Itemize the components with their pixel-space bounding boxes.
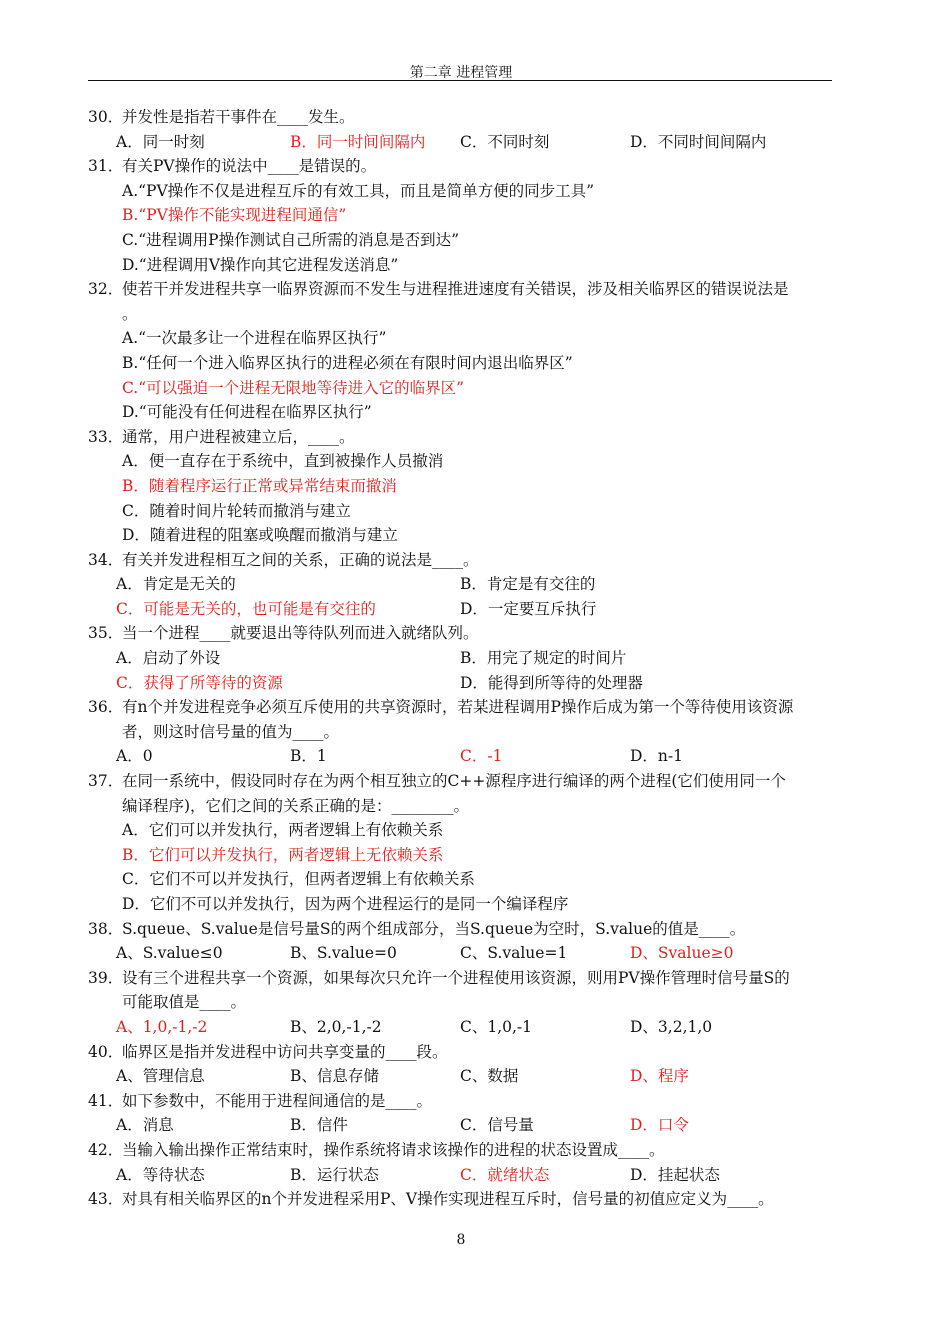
question-number: 33． <box>88 427 124 446</box>
question-item <box>88 769 838 917</box>
options-row <box>88 1163 838 1188</box>
question-stem <box>88 1138 838 1163</box>
question-text: 通常，用户进程被建立后，____。 <box>122 427 355 446</box>
question-stem <box>88 548 838 573</box>
correct-option: B．同一时间间隔内 <box>290 132 426 151</box>
option: A．便一直存在于系统中，直到被操作人员撤消 <box>122 452 444 471</box>
option: A．启动了外设 <box>116 649 221 668</box>
question-number: 38． <box>88 919 124 938</box>
question-stem-continuation <box>88 794 838 819</box>
correct-option: C.“可以强迫一个进程无限地等待进入它的临界区” <box>122 378 465 397</box>
option: B．用完了规定的时间片 <box>460 649 627 668</box>
option: C．它们不可以并发执行，但两者逻辑上有依赖关系 <box>122 870 475 889</box>
options-row <box>88 941 838 966</box>
question-text: 。 <box>122 304 138 323</box>
option: C、数据 <box>460 1067 519 1086</box>
question-number: 39． <box>88 968 124 987</box>
correct-option: C．获得了所等待的资源 <box>116 673 283 692</box>
option: A、S.value≤0 <box>116 944 223 963</box>
question-list <box>88 105 838 1212</box>
correct-option: A、1,0,-1,-2 <box>116 1017 208 1036</box>
option: A．0 <box>116 747 153 766</box>
options-row <box>88 597 838 622</box>
page-number: 8 <box>456 1232 466 1248</box>
options-row <box>88 744 838 769</box>
question-stem <box>88 1040 838 1065</box>
question-number: 34． <box>88 550 124 569</box>
correct-option: C．就绪状态 <box>460 1165 550 1184</box>
question-item <box>88 1040 838 1089</box>
option: A．它们可以并发执行，两者逻辑上有依赖关系 <box>122 821 444 840</box>
question-text: 者，则这时信号量的值为____。 <box>122 722 340 741</box>
question-text: 使若干并发进程共享一临界资源而不发生与进程推进速度有关错误，涉及相关临界区的错误说法是 <box>122 280 789 299</box>
option: B、2,0,-1,-2 <box>290 1017 382 1036</box>
question-stem <box>88 917 838 942</box>
question-number: 40． <box>88 1042 124 1061</box>
option: D.“可能没有任何进程在临界区执行” <box>122 403 372 422</box>
correct-option: B．随着程序运行正常或异常结束而撤消 <box>122 476 397 495</box>
question-stem <box>88 621 838 646</box>
option: A.“一次最多让一个进程在临界区执行” <box>122 329 387 348</box>
question-text: 并发性是指若干事件在____发生。 <box>122 108 355 126</box>
question-stem-continuation <box>88 990 838 1015</box>
option: C、1,0,-1 <box>460 1017 533 1036</box>
correct-option: D、程序 <box>630 1067 689 1086</box>
question-item <box>88 154 838 277</box>
options-row <box>88 572 838 597</box>
question-text: 编译程序)，它们之间的关系正确的是：________。 <box>122 796 470 815</box>
option: D．它们不可以并发执行，因为两个进程运行的是同一个编译程序 <box>122 895 569 913</box>
correct-option: D．口令 <box>630 1116 689 1135</box>
option: A．肯定是无关的 <box>116 575 236 594</box>
question-number: 41． <box>88 1091 124 1110</box>
question-stem <box>88 769 838 794</box>
question-item <box>88 105 838 154</box>
question-stem <box>88 425 838 450</box>
question-stem <box>88 277 838 302</box>
option: C、S.value=1 <box>460 944 568 963</box>
option: D．一定要互斥执行 <box>460 599 597 618</box>
header-divider <box>88 80 832 81</box>
page-header-title: 第二章 进程管理 <box>409 65 513 81</box>
option: A．等待状态 <box>116 1165 205 1184</box>
option: A．消息 <box>116 1116 174 1135</box>
options-row <box>88 1064 838 1089</box>
options-row <box>88 671 838 696</box>
question-text: 如下参数中，不能用于进程间通信的是____。 <box>122 1091 433 1110</box>
options-row <box>88 1113 838 1138</box>
question-number: 32． <box>88 280 124 299</box>
option: D．随着进程的阻塞或唤醒而撤消与建立 <box>122 526 398 545</box>
option: B．运行状态 <box>290 1165 379 1184</box>
question-item <box>88 917 838 966</box>
option: D.“进程调用V操作向其它进程发送消息” <box>122 255 399 274</box>
question-stem <box>88 1089 838 1114</box>
question-item <box>88 695 838 769</box>
correct-option: B.“PV操作不能实现进程间通信” <box>122 206 347 225</box>
question-item <box>88 425 838 548</box>
question-text: 在同一系统中，假设同时存在为两个相互独立的C++源程序进行编译的两个进程(它们使用同一个 <box>122 772 786 791</box>
question-text: S.queue、S.value是信号量S的两个组成部分，当S.queue为空时，S.value的值是____。 <box>122 919 746 938</box>
option: A．同一时刻 <box>116 132 205 151</box>
option: C．信号量 <box>460 1116 534 1135</box>
option: D．能得到所等待的处理器 <box>460 673 643 692</box>
option: B、S.value=0 <box>290 944 397 963</box>
option: B．肯定是有交往的 <box>460 575 596 594</box>
question-text: 有关并发进程相互之间的关系，正确的说法是____。 <box>122 550 479 569</box>
question-stem-continuation <box>88 302 838 327</box>
question-number: 43． <box>88 1190 124 1209</box>
option: C.“进程调用P操作测试自己所需的消息是否到达” <box>122 230 460 249</box>
question-stem <box>88 695 838 720</box>
question-text: 有关PV操作的说法中____是错误的。 <box>122 157 377 176</box>
question-number: 42． <box>88 1140 124 1159</box>
option: A、管理信息 <box>116 1067 205 1086</box>
question-stem <box>88 154 838 179</box>
option: B、信息存储 <box>290 1067 379 1086</box>
option: A.“PV操作不仅是进程互斥的有效工具，而且是简单方便的同步工具” <box>122 181 595 200</box>
question-item <box>88 277 838 425</box>
question-number: 37． <box>88 772 124 791</box>
question-text: 当输入输出操作正常结束时，操作系统将请求该操作的进程的状态设置成____。 <box>122 1140 665 1159</box>
correct-option: C．可能是无关的，也可能是有交往的 <box>116 599 376 618</box>
correct-option: C．-1 <box>460 747 503 766</box>
question-stem <box>88 966 838 991</box>
option: B．信件 <box>290 1116 348 1135</box>
question-item <box>88 1138 838 1187</box>
question-text: 当一个进程____就要退出等待队列而进入就绪队列。 <box>122 624 479 643</box>
question-number: 31． <box>88 157 124 176</box>
option: B．1 <box>290 747 327 766</box>
option: C．不同时刻 <box>460 132 550 151</box>
option: B.“任何一个进入临界区执行的进程必须在有限时间内退出临界区” <box>122 353 573 372</box>
question-text: 临界区是指并发进程中访问共享变量的____段。 <box>122 1042 448 1061</box>
question-number: 30． <box>88 108 124 126</box>
question-item <box>88 1089 838 1138</box>
option: D、3,2,1,0 <box>630 1017 713 1036</box>
question-text: 可能取值是____。 <box>122 993 247 1012</box>
question-stem <box>88 105 838 130</box>
option: D．挂起状态 <box>630 1165 720 1184</box>
question-number: 36． <box>88 698 124 717</box>
option: C．随着时间片轮转而撤消与建立 <box>122 501 351 520</box>
question-item <box>88 621 838 695</box>
options-row <box>88 130 838 155</box>
question-item <box>88 1187 838 1212</box>
option: D．不同时间间隔内 <box>630 132 767 151</box>
question-stem-continuation <box>88 720 838 745</box>
question-number: 35． <box>88 624 124 643</box>
correct-option: D、Svalue≥0 <box>630 944 734 963</box>
option: D．n-1 <box>630 747 684 766</box>
question-text: 有n个并发进程竞争必须互斥使用的共享资源时，若某进程调用P操作后成为第一个等待使用该资源 <box>122 698 794 717</box>
options-row <box>88 1015 838 1040</box>
question-text: 对具有相关临界区的n个并发进程采用P、V操作实现进程互斥时，信号量的初值应定义为____。 <box>122 1190 774 1209</box>
question-item <box>88 966 838 1040</box>
question-item <box>88 548 838 622</box>
question-text: 设有三个进程共享一个资源，如果每次只允许一个进程使用该资源，则用PV操作管理时信号量S的 <box>122 968 790 987</box>
question-stem <box>88 1187 838 1212</box>
correct-option: B．它们可以并发执行，两者逻辑上无依赖关系 <box>122 845 444 864</box>
options-row <box>88 646 838 671</box>
